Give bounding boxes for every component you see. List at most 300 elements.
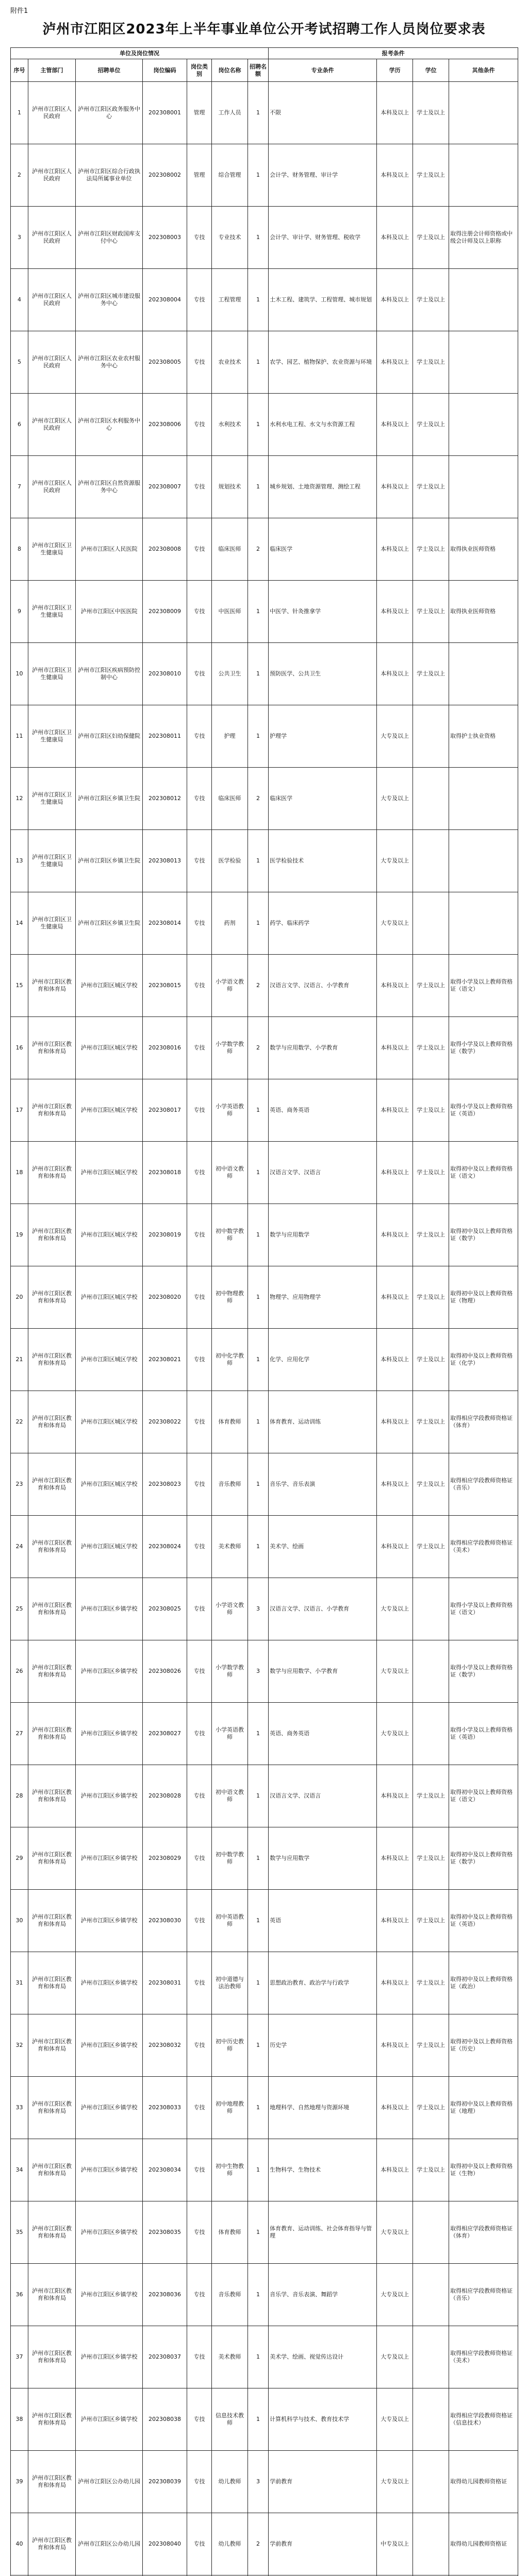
cell-unit: 泸州市江阳区财政国库支付中心 bbox=[76, 207, 143, 269]
cell-degree: 学士及以上 bbox=[413, 1391, 449, 1453]
cell-education: 大专及以上 bbox=[377, 2201, 413, 2264]
cell-seq: 2 bbox=[11, 144, 28, 207]
table-row bbox=[11, 643, 518, 705]
cell-major: 药学、临床药学 bbox=[269, 892, 377, 955]
cell-position: 临床医师 bbox=[212, 518, 248, 581]
cell-position: 工作人员 bbox=[212, 82, 248, 144]
cell-major: 生物科学、生物技术 bbox=[269, 2139, 377, 2201]
cell-unit: 泸州市江阳区城区学校 bbox=[76, 1017, 143, 1079]
table-row bbox=[11, 331, 518, 394]
cell-authority: 泸州市江阳区教育和体育局 bbox=[28, 1079, 76, 1142]
cell-major: 土木工程、建筑学、工程管理、城市规划 bbox=[269, 269, 377, 331]
cell-unit: 泸州市江阳区乡镇卫生院 bbox=[76, 892, 143, 955]
cell-code: 202308004 bbox=[143, 269, 187, 331]
cell-remark: 取得执业医师资格 bbox=[449, 581, 518, 643]
cell-count: 1 bbox=[248, 2014, 269, 2077]
table-row bbox=[11, 1204, 518, 1266]
table-row bbox=[11, 1952, 518, 2014]
cell-count: 1 bbox=[248, 269, 269, 331]
cell-authority: 泸州市江阳区教育和体育局 bbox=[28, 1765, 76, 1827]
cell-position: 小学英语教师 bbox=[212, 1079, 248, 1142]
cell-degree: 学士及以上 bbox=[413, 1079, 449, 1142]
cell-position: 水利技术 bbox=[212, 394, 248, 456]
cell-remark: 取得相应学段教师资格证（体育） bbox=[449, 1391, 518, 1453]
cell-degree bbox=[413, 830, 449, 892]
cell-education: 大专及以上 bbox=[377, 2388, 413, 2451]
cell-code: 202308007 bbox=[143, 456, 187, 518]
cell-unit: 泸州市江阳区城区学校 bbox=[76, 1391, 143, 1453]
header-category: 岗位类别 bbox=[187, 59, 212, 82]
cell-code: 202308011 bbox=[143, 705, 187, 768]
cell-degree: 学士及以上 bbox=[413, 1952, 449, 2014]
table-row bbox=[11, 2139, 518, 2201]
cell-code: 202308024 bbox=[143, 1516, 187, 1578]
cell-unit: 泸州市江阳区城区学校 bbox=[76, 1204, 143, 1266]
cell-degree: 学士及以上 bbox=[413, 518, 449, 581]
cell-code: 202308022 bbox=[143, 1391, 187, 1453]
cell-major: 数学与应用数学、小学教育 bbox=[269, 1017, 377, 1079]
cell-authority: 泸州市江阳区教育和体育局 bbox=[28, 1952, 76, 2014]
cell-position: 体育教师 bbox=[212, 2201, 248, 2264]
cell-remark bbox=[449, 331, 518, 394]
cell-remark: 取得初中及以上教师资格证（物理） bbox=[449, 1266, 518, 1329]
cell-count: 1 bbox=[248, 82, 269, 144]
cell-unit: 泸州市江阳区乡镇学校 bbox=[76, 2139, 143, 2201]
cell-unit: 泸州市江阳区城区学校 bbox=[76, 1516, 143, 1578]
table-row bbox=[11, 1266, 518, 1329]
cell-unit: 泸州市江阳区自然资源服务中心 bbox=[76, 456, 143, 518]
table-row bbox=[11, 2264, 518, 2326]
cell-seq: 28 bbox=[11, 1765, 28, 1827]
cell-category: 专技 bbox=[187, 1890, 212, 1952]
cell-unit: 泸州市江阳区乡镇学校 bbox=[76, 2077, 143, 2139]
cell-code: 202308030 bbox=[143, 1890, 187, 1952]
cell-remark bbox=[449, 643, 518, 705]
cell-degree: 学士及以上 bbox=[413, 1516, 449, 1578]
cell-category: 专技 bbox=[187, 2014, 212, 2077]
cell-seq: 36 bbox=[11, 2264, 28, 2326]
cell-code: 202308002 bbox=[143, 144, 187, 207]
table-row bbox=[11, 1578, 518, 1640]
cell-code: 202308038 bbox=[143, 2388, 187, 2451]
cell-authority: 泸州市江阳区教育和体育局 bbox=[28, 2139, 76, 2201]
cell-degree: 学士及以上 bbox=[413, 82, 449, 144]
cell-degree bbox=[413, 1703, 449, 1765]
cell-position: 美术教师 bbox=[212, 1516, 248, 1578]
cell-seq: 16 bbox=[11, 1017, 28, 1079]
table-row bbox=[11, 2326, 518, 2388]
cell-category: 专技 bbox=[187, 955, 212, 1017]
cell-code: 202308031 bbox=[143, 1952, 187, 2014]
cell-code: 202308014 bbox=[143, 892, 187, 955]
cell-position: 音乐教师 bbox=[212, 2264, 248, 2326]
cell-unit: 泸州市江阳区乡镇学校 bbox=[76, 1890, 143, 1952]
cell-category: 专技 bbox=[187, 2201, 212, 2264]
cell-degree: 学士及以上 bbox=[413, 2014, 449, 2077]
cell-seq: 11 bbox=[11, 705, 28, 768]
cell-education: 本科及以上 bbox=[377, 1204, 413, 1266]
cell-unit: 泸州市江阳区乡镇卫生院 bbox=[76, 768, 143, 830]
cell-unit: 泸州市江阳区公办幼儿园 bbox=[76, 2513, 143, 2575]
cell-remark bbox=[449, 394, 518, 456]
cell-major: 水利水电工程、水文与水资源工程 bbox=[269, 394, 377, 456]
cell-authority: 泸州市江阳区教育和体育局 bbox=[28, 1640, 76, 1703]
cell-authority: 泸州市江阳区人民政府 bbox=[28, 331, 76, 394]
cell-count: 1 bbox=[248, 705, 269, 768]
table-row bbox=[11, 144, 518, 207]
cell-category: 管理 bbox=[187, 144, 212, 207]
cell-remark: 取得小学及以上教师资格证（英语） bbox=[449, 1703, 518, 1765]
cell-degree: 学士及以上 bbox=[413, 456, 449, 518]
cell-major: 物理学、应用物理学 bbox=[269, 1266, 377, 1329]
cell-degree: 学士及以上 bbox=[413, 1890, 449, 1952]
cell-education: 本科及以上 bbox=[377, 269, 413, 331]
cell-category: 专技 bbox=[187, 1329, 212, 1391]
cell-degree: 学士及以上 bbox=[413, 331, 449, 394]
cell-education: 本科及以上 bbox=[377, 1890, 413, 1952]
cell-count: 1 bbox=[248, 1703, 269, 1765]
cell-code: 202308008 bbox=[143, 518, 187, 581]
cell-remark: 取得初中及以上教师资格证（数学） bbox=[449, 1204, 518, 1266]
table-header-row bbox=[11, 59, 518, 82]
header-unit: 招聘单位 bbox=[76, 59, 143, 82]
cell-count: 1 bbox=[248, 643, 269, 705]
cell-category: 专技 bbox=[187, 1703, 212, 1765]
cell-education: 大专及以上 bbox=[377, 892, 413, 955]
cell-seq: 34 bbox=[11, 2139, 28, 2201]
cell-position: 幼儿教师 bbox=[212, 2451, 248, 2513]
cell-degree bbox=[413, 705, 449, 768]
cell-count: 3 bbox=[248, 2451, 269, 2513]
attachment-label: 附件1 bbox=[10, 7, 28, 15]
table-row bbox=[11, 394, 518, 456]
header-authority: 主管部门 bbox=[28, 59, 76, 82]
cell-remark: 取得相应学段教师资格证（美术） bbox=[449, 2326, 518, 2388]
cell-authority: 泸州市江阳区教育和体育局 bbox=[28, 2201, 76, 2264]
header-seq: 序号 bbox=[11, 59, 28, 82]
header-education: 学历 bbox=[377, 59, 413, 82]
cell-code: 202308029 bbox=[143, 1827, 187, 1890]
cell-education: 本科及以上 bbox=[377, 1827, 413, 1890]
cell-education: 本科及以上 bbox=[377, 2014, 413, 2077]
cell-major: 美术学、绘画、视觉传达设计 bbox=[269, 2326, 377, 2388]
cell-category: 专技 bbox=[187, 1827, 212, 1890]
cell-degree: 学士及以上 bbox=[413, 2139, 449, 2201]
cell-education: 本科及以上 bbox=[377, 1952, 413, 2014]
cell-category: 专技 bbox=[187, 581, 212, 643]
cell-count: 1 bbox=[248, 456, 269, 518]
cell-education: 大专及以上 bbox=[377, 1578, 413, 1640]
cell-code: 202308019 bbox=[143, 1204, 187, 1266]
cell-code: 202308039 bbox=[143, 2451, 187, 2513]
cell-seq: 1 bbox=[11, 82, 28, 144]
cell-authority: 泸州市江阳区教育和体育局 bbox=[28, 1391, 76, 1453]
cell-code: 202308006 bbox=[143, 394, 187, 456]
cell-education: 本科及以上 bbox=[377, 518, 413, 581]
cell-unit: 泸州市江阳区农业农村服务中心 bbox=[76, 331, 143, 394]
header-code: 岗位编码 bbox=[143, 59, 187, 82]
cell-education: 本科及以上 bbox=[377, 331, 413, 394]
cell-degree bbox=[413, 1578, 449, 1640]
cell-code: 202308017 bbox=[143, 1079, 187, 1142]
cell-remark bbox=[449, 456, 518, 518]
cell-category: 专技 bbox=[187, 1266, 212, 1329]
cell-unit: 泸州市江阳区乡镇学校 bbox=[76, 1640, 143, 1703]
cell-category: 专技 bbox=[187, 394, 212, 456]
cell-seq: 31 bbox=[11, 1952, 28, 2014]
cell-category: 专技 bbox=[187, 1453, 212, 1516]
cell-category: 专技 bbox=[187, 1142, 212, 1204]
table-row bbox=[11, 2451, 518, 2513]
cell-count: 1 bbox=[248, 1516, 269, 1578]
cell-major: 数学与应用数学 bbox=[269, 1827, 377, 1890]
cell-authority: 泸州市江阳区教育和体育局 bbox=[28, 955, 76, 1017]
cell-degree: 学士及以上 bbox=[413, 1142, 449, 1204]
cell-seq: 13 bbox=[11, 830, 28, 892]
cell-seq: 37 bbox=[11, 2326, 28, 2388]
cell-education: 本科及以上 bbox=[377, 1266, 413, 1329]
table-row bbox=[11, 2201, 518, 2264]
cell-unit: 泸州市江阳区综合行政执法局所属事业单位 bbox=[76, 144, 143, 207]
cell-category: 专技 bbox=[187, 518, 212, 581]
cell-remark: 取得初中及以上教师资格证（英语） bbox=[449, 1890, 518, 1952]
cell-authority: 泸州市江阳区卫生健康局 bbox=[28, 643, 76, 705]
cell-code: 202308001 bbox=[143, 82, 187, 144]
cell-code: 202308033 bbox=[143, 2077, 187, 2139]
cell-education: 大专及以上 bbox=[377, 1640, 413, 1703]
cell-unit: 泸州市江阳区城区学校 bbox=[76, 1329, 143, 1391]
cell-unit: 泸州市江阳区城区学校 bbox=[76, 1453, 143, 1516]
cell-code: 202308003 bbox=[143, 207, 187, 269]
cell-remark: 取得相应学段教师资格证（音乐） bbox=[449, 1453, 518, 1516]
cell-seq: 8 bbox=[11, 518, 28, 581]
cell-position: 专业技术 bbox=[212, 207, 248, 269]
cell-position: 工程管理 bbox=[212, 269, 248, 331]
table-row bbox=[11, 705, 518, 768]
cell-code: 202308023 bbox=[143, 1453, 187, 1516]
cell-count: 1 bbox=[248, 1890, 269, 1952]
cell-major: 汉语言文学、汉语言、小学教育 bbox=[269, 1578, 377, 1640]
cell-category: 专技 bbox=[187, 1079, 212, 1142]
cell-authority: 泸州市江阳区教育和体育局 bbox=[28, 1516, 76, 1578]
cell-major: 医学检验技术 bbox=[269, 830, 377, 892]
cell-category: 专技 bbox=[187, 2388, 212, 2451]
cell-seq: 23 bbox=[11, 1453, 28, 1516]
cell-unit: 泸州市江阳区城区学校 bbox=[76, 955, 143, 1017]
cell-category: 专技 bbox=[187, 2077, 212, 2139]
cell-count: 2 bbox=[248, 955, 269, 1017]
cell-education: 本科及以上 bbox=[377, 955, 413, 1017]
cell-authority: 泸州市江阳区教育和体育局 bbox=[28, 1703, 76, 1765]
cell-count: 1 bbox=[248, 2264, 269, 2326]
cell-remark: 取得初中及以上教师资格证（政治） bbox=[449, 1952, 518, 2014]
cell-category: 专技 bbox=[187, 705, 212, 768]
cell-count: 1 bbox=[248, 1204, 269, 1266]
cell-unit: 泸州市江阳区乡镇学校 bbox=[76, 1703, 143, 1765]
cell-education: 本科及以上 bbox=[377, 2139, 413, 2201]
cell-unit: 泸州市江阳区乡镇学校 bbox=[76, 1827, 143, 1890]
cell-education: 本科及以上 bbox=[377, 1765, 413, 1827]
cell-remark: 取得护士执业资格 bbox=[449, 705, 518, 768]
cell-category: 专技 bbox=[187, 2139, 212, 2201]
header-group-unit: 单位及岗位情况 bbox=[11, 48, 269, 59]
cell-position: 美术教师 bbox=[212, 2326, 248, 2388]
cell-position: 初中历史教师 bbox=[212, 2014, 248, 2077]
cell-degree: 学士及以上 bbox=[413, 643, 449, 705]
cell-remark: 取得初中及以上教师资格证（数学） bbox=[449, 1827, 518, 1890]
cell-remark: 取得初中及以上教师资格证（地理） bbox=[449, 2077, 518, 2139]
cell-unit: 泸州市江阳区疾病预防控制中心 bbox=[76, 643, 143, 705]
cell-major: 数学与应用数学、小学教育 bbox=[269, 1640, 377, 1703]
cell-seq: 12 bbox=[11, 768, 28, 830]
cell-category: 专技 bbox=[187, 207, 212, 269]
table-row bbox=[11, 581, 518, 643]
cell-remark: 取得小学及以上教师资格证（英语） bbox=[449, 1079, 518, 1142]
cell-degree bbox=[413, 892, 449, 955]
cell-position: 音乐教师 bbox=[212, 1453, 248, 1516]
cell-position: 医学检验 bbox=[212, 830, 248, 892]
cell-major: 音乐学、音乐表演 bbox=[269, 1453, 377, 1516]
cell-degree: 学士及以上 bbox=[413, 581, 449, 643]
cell-major: 中医学、针灸推拿学 bbox=[269, 581, 377, 643]
cell-major: 临床医学 bbox=[269, 768, 377, 830]
table-row bbox=[11, 1765, 518, 1827]
cell-position: 初中化学教师 bbox=[212, 1329, 248, 1391]
cell-category: 专技 bbox=[187, 2513, 212, 2575]
cell-code: 202308028 bbox=[143, 1765, 187, 1827]
cell-position: 初中英语教师 bbox=[212, 1890, 248, 1952]
cell-education: 本科及以上 bbox=[377, 1453, 413, 1516]
cell-degree bbox=[413, 1640, 449, 1703]
table-row bbox=[11, 2077, 518, 2139]
cell-major: 汉语言文学、汉语言、小学教育 bbox=[269, 955, 377, 1017]
cell-major: 思想政治教育、政治学与行政学 bbox=[269, 1952, 377, 2014]
table-row bbox=[11, 2388, 518, 2451]
cell-count: 1 bbox=[248, 2077, 269, 2139]
cell-education: 大专及以上 bbox=[377, 1703, 413, 1765]
cell-education: 大专及以上 bbox=[377, 830, 413, 892]
cell-degree: 学士及以上 bbox=[413, 144, 449, 207]
cell-education: 本科及以上 bbox=[377, 1516, 413, 1578]
cell-count: 1 bbox=[248, 2388, 269, 2451]
cell-degree: 学士及以上 bbox=[413, 1827, 449, 1890]
cell-unit: 泸州市江阳区水利服务中心 bbox=[76, 394, 143, 456]
cell-unit: 泸州市江阳区乡镇学校 bbox=[76, 1952, 143, 2014]
table-row bbox=[11, 892, 518, 955]
cell-code: 202308035 bbox=[143, 2201, 187, 2264]
cell-category: 专技 bbox=[187, 331, 212, 394]
header-remark: 其他条件 bbox=[449, 59, 518, 82]
cell-unit: 泸州市江阳区乡镇学校 bbox=[76, 2326, 143, 2388]
cell-authority: 泸州市江阳区教育和体育局 bbox=[28, 1142, 76, 1204]
cell-count: 2 bbox=[248, 2513, 269, 2575]
cell-position: 规划技术 bbox=[212, 456, 248, 518]
cell-count: 1 bbox=[248, 144, 269, 207]
cell-authority: 泸州市江阳区教育和体育局 bbox=[28, 2014, 76, 2077]
cell-count: 1 bbox=[248, 830, 269, 892]
cell-code: 202308025 bbox=[143, 1578, 187, 1640]
cell-degree bbox=[413, 2326, 449, 2388]
cell-education: 本科及以上 bbox=[377, 144, 413, 207]
cell-education: 本科及以上 bbox=[377, 2077, 413, 2139]
cell-code: 202308037 bbox=[143, 2326, 187, 2388]
cell-category: 专技 bbox=[187, 456, 212, 518]
cell-education: 本科及以上 bbox=[377, 1329, 413, 1391]
cell-education: 本科及以上 bbox=[377, 1391, 413, 1453]
cell-major: 会计学、财务管理、审计学 bbox=[269, 144, 377, 207]
table-row bbox=[11, 1329, 518, 1391]
cell-seq: 35 bbox=[11, 2201, 28, 2264]
cell-seq: 21 bbox=[11, 1329, 28, 1391]
cell-degree: 学士及以上 bbox=[413, 269, 449, 331]
cell-degree: 学士及以上 bbox=[413, 1453, 449, 1516]
cell-authority: 泸州市江阳区教育和体育局 bbox=[28, 1017, 76, 1079]
cell-degree: 学士及以上 bbox=[413, 1017, 449, 1079]
cell-position: 综合管理 bbox=[212, 144, 248, 207]
cell-seq: 24 bbox=[11, 1516, 28, 1578]
table-row bbox=[11, 1017, 518, 1079]
table-header-group-row bbox=[11, 48, 518, 59]
cell-remark: 取得初中及以上教师资格证（语文） bbox=[449, 1765, 518, 1827]
table-row bbox=[11, 768, 518, 830]
cell-remark: 取得相应学段教师资格证（体育） bbox=[449, 2201, 518, 2264]
cell-code: 202308009 bbox=[143, 581, 187, 643]
cell-remark: 取得幼儿园教师资格证 bbox=[449, 2451, 518, 2513]
cell-major: 音乐学、音乐表演、舞蹈学 bbox=[269, 2264, 377, 2326]
cell-unit: 泸州市江阳区公办幼儿园 bbox=[76, 2451, 143, 2513]
cell-seq: 33 bbox=[11, 2077, 28, 2139]
cell-category: 专技 bbox=[187, 1765, 212, 1827]
cell-unit: 泸州市江阳区城市建设服务中心 bbox=[76, 269, 143, 331]
cell-count: 1 bbox=[248, 1391, 269, 1453]
table-row bbox=[11, 1703, 518, 1765]
cell-major: 体育教育、运动训练、社会体育指导与管理 bbox=[269, 2201, 377, 2264]
cell-count: 2 bbox=[248, 518, 269, 581]
cell-remark bbox=[449, 892, 518, 955]
cell-count: 1 bbox=[248, 2326, 269, 2388]
cell-position: 初中语文教师 bbox=[212, 1765, 248, 1827]
cell-code: 202308016 bbox=[143, 1017, 187, 1079]
cell-authority: 泸州市江阳区卫生健康局 bbox=[28, 581, 76, 643]
cell-code: 202308036 bbox=[143, 2264, 187, 2326]
cell-degree bbox=[413, 2388, 449, 2451]
cell-remark: 取得小学及以上教师资格证（数学） bbox=[449, 1017, 518, 1079]
cell-education: 本科及以上 bbox=[377, 1079, 413, 1142]
cell-authority: 泸州市江阳区卫生健康局 bbox=[28, 892, 76, 955]
table-row bbox=[11, 1079, 518, 1142]
cell-major: 预防医学、公共卫生 bbox=[269, 643, 377, 705]
cell-degree: 学士及以上 bbox=[413, 1204, 449, 1266]
cell-remark bbox=[449, 768, 518, 830]
cell-position: 初中语文教师 bbox=[212, 1142, 248, 1204]
cell-education: 本科及以上 bbox=[377, 394, 413, 456]
cell-authority: 泸州市江阳区人民政府 bbox=[28, 456, 76, 518]
cell-remark bbox=[449, 269, 518, 331]
cell-seq: 19 bbox=[11, 1204, 28, 1266]
cell-major: 地理科学、自然地理与资源环境 bbox=[269, 2077, 377, 2139]
cell-code: 202308018 bbox=[143, 1142, 187, 1204]
cell-major: 学前教育 bbox=[269, 2513, 377, 2575]
cell-unit: 泸州市江阳区城区学校 bbox=[76, 1266, 143, 1329]
cell-count: 1 bbox=[248, 1827, 269, 1890]
cell-position: 初中物理教师 bbox=[212, 1266, 248, 1329]
cell-category: 专技 bbox=[187, 2451, 212, 2513]
cell-remark bbox=[449, 82, 518, 144]
cell-code: 202308020 bbox=[143, 1266, 187, 1329]
table-row bbox=[11, 2513, 518, 2575]
cell-authority: 泸州市江阳区教育和体育局 bbox=[28, 2077, 76, 2139]
header-count: 招聘名额 bbox=[248, 59, 269, 82]
